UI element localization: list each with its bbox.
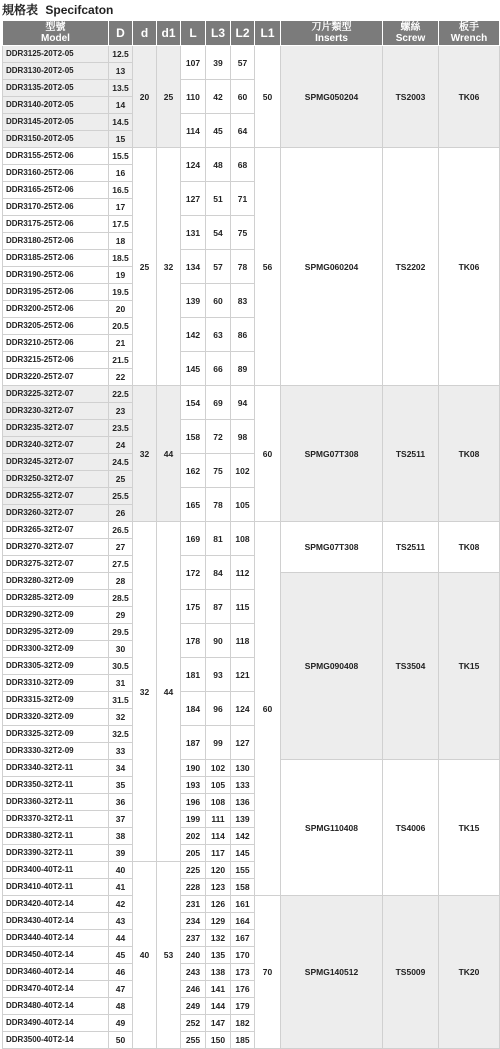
wrench-cell: TK15 xyxy=(439,573,500,760)
diameter-D-cell: 13 xyxy=(109,63,133,80)
length-L2-cell: 167 xyxy=(231,930,255,947)
wrench-cell: TK20 xyxy=(439,896,500,1049)
length-L3-cell: 87 xyxy=(206,590,231,624)
length-L-cell: 184 xyxy=(181,692,206,726)
length-L2-cell: 185 xyxy=(231,1032,255,1049)
model-cell: DDR3350-32T2-11 xyxy=(3,777,109,794)
length-L3-cell: 99 xyxy=(206,726,231,760)
length-L3-cell: 132 xyxy=(206,930,231,947)
model-cell: DDR3320-32T2-09 xyxy=(3,709,109,726)
diameter-D-cell: 15 xyxy=(109,131,133,148)
length-L2-cell: 136 xyxy=(231,794,255,811)
model-cell: DDR3140-20T2-05 xyxy=(3,97,109,114)
diameter-D-cell: 26.5 xyxy=(109,522,133,539)
table-row xyxy=(3,522,500,539)
length-L-cell: 246 xyxy=(181,981,206,998)
length-L-cell: 205 xyxy=(181,845,206,862)
shank-d-cell: 20 xyxy=(133,46,157,148)
length-L-cell: 199 xyxy=(181,811,206,828)
length-L-cell: 193 xyxy=(181,777,206,794)
length-L3-cell: 111 xyxy=(206,811,231,828)
model-cell: DDR3420-40T2-14 xyxy=(3,896,109,913)
length-L3-cell: 126 xyxy=(206,896,231,913)
model-cell: DDR3185-25T2-06 xyxy=(3,250,109,267)
length-L-cell: 255 xyxy=(181,1032,206,1049)
length-L3-cell: 129 xyxy=(206,913,231,930)
header-L: L xyxy=(181,21,206,46)
table-row xyxy=(3,46,500,63)
model-cell: DDR3305-32T2-09 xyxy=(3,658,109,675)
diameter-D-cell: 28.5 xyxy=(109,590,133,607)
diameter-D-cell: 14.5 xyxy=(109,114,133,131)
model-cell: DDR3315-32T2-09 xyxy=(3,692,109,709)
model-cell: DDR3135-20T2-05 xyxy=(3,80,109,97)
model-cell: DDR3460-40T2-14 xyxy=(3,964,109,981)
length-L3-cell: 75 xyxy=(206,454,231,488)
length-L3-cell: 117 xyxy=(206,845,231,862)
model-cell: DDR3330-32T2-09 xyxy=(3,743,109,760)
diameter-D-cell: 15.5 xyxy=(109,148,133,165)
length-L-cell: 165 xyxy=(181,488,206,522)
shank-d-cell: 25 xyxy=(133,148,157,386)
length-L2-cell: 98 xyxy=(231,420,255,454)
title-en: Specifcaton xyxy=(45,3,114,17)
length-L3-cell: 108 xyxy=(206,794,231,811)
length-L-cell: 252 xyxy=(181,1015,206,1032)
length-L2-cell: 83 xyxy=(231,284,255,318)
length-L-cell: 237 xyxy=(181,930,206,947)
length-L2-cell: 71 xyxy=(231,182,255,216)
screw-cell: TS5009 xyxy=(383,896,439,1049)
diameter-D-cell: 48 xyxy=(109,998,133,1015)
length-L-cell: 249 xyxy=(181,998,206,1015)
length-L3-cell: 123 xyxy=(206,879,231,896)
length-L-cell: 154 xyxy=(181,386,206,420)
screw-cell: TS4006 xyxy=(383,760,439,896)
length-L3-cell: 93 xyxy=(206,658,231,692)
length-L-cell: 107 xyxy=(181,46,206,80)
model-cell: DDR3200-25T2-06 xyxy=(3,301,109,318)
length-L-cell: 181 xyxy=(181,658,206,692)
length-L-cell: 243 xyxy=(181,964,206,981)
length-L-cell: 178 xyxy=(181,624,206,658)
length-L3-cell: 120 xyxy=(206,862,231,879)
model-cell: DDR3220-25T2-07 xyxy=(3,369,109,386)
table-row xyxy=(3,386,500,403)
model-cell: DDR3150-20T2-05 xyxy=(3,131,109,148)
length-L-cell: 190 xyxy=(181,760,206,777)
length-L2-cell: 139 xyxy=(231,811,255,828)
length-L-cell: 162 xyxy=(181,454,206,488)
model-cell: DDR3195-25T2-06 xyxy=(3,284,109,301)
length-L3-cell: 114 xyxy=(206,828,231,845)
header-model: 型號 Model xyxy=(3,21,109,46)
length-L3-cell: 51 xyxy=(206,182,231,216)
shank-d-cell: 32 xyxy=(133,386,157,522)
length-L-cell: 169 xyxy=(181,522,206,556)
diameter-D-cell: 39 xyxy=(109,845,133,862)
diameter-D-cell: 29 xyxy=(109,607,133,624)
length-L3-cell: 150 xyxy=(206,1032,231,1049)
length-L3-cell: 39 xyxy=(206,46,231,80)
length-L2-cell: 142 xyxy=(231,828,255,845)
model-cell: DDR3245-32T2-07 xyxy=(3,454,109,471)
model-cell: DDR3255-32T2-07 xyxy=(3,488,109,505)
diameter-D-cell: 30.5 xyxy=(109,658,133,675)
length-L2-cell: 133 xyxy=(231,777,255,794)
diameter-D-cell: 17.5 xyxy=(109,216,133,233)
length-L2-cell: 124 xyxy=(231,692,255,726)
model-cell: DDR3250-32T2-07 xyxy=(3,471,109,488)
length-L3-cell: 102 xyxy=(206,760,231,777)
table-row xyxy=(3,896,500,913)
length-L2-cell: 60 xyxy=(231,80,255,114)
length-L1-cell: 56 xyxy=(255,148,281,386)
model-cell: DDR3290-32T2-09 xyxy=(3,607,109,624)
wrench-cell: TK08 xyxy=(439,386,500,522)
length-L-cell: 124 xyxy=(181,148,206,182)
length-L-cell: 175 xyxy=(181,590,206,624)
length-L2-cell: 161 xyxy=(231,896,255,913)
header-row xyxy=(3,21,500,46)
header-inserts: 刀片類型 Inserts xyxy=(281,21,383,46)
diameter-D-cell: 23 xyxy=(109,403,133,420)
length-L3-cell: 45 xyxy=(206,114,231,148)
length-L2-cell: 118 xyxy=(231,624,255,658)
length-L3-cell: 72 xyxy=(206,420,231,454)
diameter-D-cell: 20 xyxy=(109,301,133,318)
diameter-D-cell: 22.5 xyxy=(109,386,133,403)
length-L3-cell: 42 xyxy=(206,80,231,114)
model-cell: DDR3490-40T2-14 xyxy=(3,1015,109,1032)
length-L2-cell: 89 xyxy=(231,352,255,386)
length-L1-cell: 70 xyxy=(255,896,281,1049)
model-cell: DDR3145-20T2-05 xyxy=(3,114,109,131)
wrench-cell: TK06 xyxy=(439,148,500,386)
diameter-D-cell: 31.5 xyxy=(109,692,133,709)
diameter-D-cell: 17 xyxy=(109,199,133,216)
model-cell: DDR3175-25T2-06 xyxy=(3,216,109,233)
length-L2-cell: 115 xyxy=(231,590,255,624)
model-cell: DDR3240-32T2-07 xyxy=(3,437,109,454)
diameter-D-cell: 16.5 xyxy=(109,182,133,199)
diameter-D-cell: 27.5 xyxy=(109,556,133,573)
diameter-D-cell: 32.5 xyxy=(109,726,133,743)
model-cell: DDR3165-25T2-06 xyxy=(3,182,109,199)
model-cell: DDR3310-32T2-09 xyxy=(3,675,109,692)
model-cell: DDR3275-32T2-07 xyxy=(3,556,109,573)
length-L2-cell: 182 xyxy=(231,1015,255,1032)
header-L1: L1 xyxy=(255,21,281,46)
diameter-D-cell: 23.5 xyxy=(109,420,133,437)
model-cell: DDR3360-32T2-11 xyxy=(3,794,109,811)
diameter-D-cell: 25 xyxy=(109,471,133,488)
diameter-D-cell: 46 xyxy=(109,964,133,981)
length-L3-cell: 141 xyxy=(206,981,231,998)
length-L3-cell: 105 xyxy=(206,777,231,794)
length-L1-cell: 60 xyxy=(255,522,281,896)
model-cell: DDR3155-25T2-06 xyxy=(3,148,109,165)
model-cell: DDR3215-25T2-06 xyxy=(3,352,109,369)
model-cell: DDR3190-25T2-06 xyxy=(3,267,109,284)
table-row xyxy=(3,148,500,165)
screw-cell: TS2511 xyxy=(383,522,439,573)
diameter-D-cell: 18 xyxy=(109,233,133,250)
model-cell: DDR3225-32T2-07 xyxy=(3,386,109,403)
length-L3-cell: 57 xyxy=(206,250,231,284)
diameter-D-cell: 47 xyxy=(109,981,133,998)
length-L2-cell: 145 xyxy=(231,845,255,862)
diameter-D-cell: 50 xyxy=(109,1032,133,1049)
length-L-cell: 134 xyxy=(181,250,206,284)
diameter-D-cell: 21.5 xyxy=(109,352,133,369)
model-cell: DDR3210-25T2-06 xyxy=(3,335,109,352)
wrench-cell: TK06 xyxy=(439,46,500,148)
model-cell: DDR3125-20T2-05 xyxy=(3,46,109,63)
length-L-cell: 139 xyxy=(181,284,206,318)
length-L-cell: 234 xyxy=(181,913,206,930)
header-L2: L2 xyxy=(231,21,255,46)
length-L3-cell: 60 xyxy=(206,284,231,318)
wrench-cell: TK15 xyxy=(439,760,500,896)
length-L3-cell: 78 xyxy=(206,488,231,522)
diameter-D-cell: 25.5 xyxy=(109,488,133,505)
diameter-D-cell: 24.5 xyxy=(109,454,133,471)
length-L-cell: 172 xyxy=(181,556,206,590)
length-L2-cell: 155 xyxy=(231,862,255,879)
model-cell: DDR3470-40T2-14 xyxy=(3,981,109,998)
header-d: d xyxy=(133,21,157,46)
diameter-D-cell: 31 xyxy=(109,675,133,692)
specification-table xyxy=(2,20,500,1049)
diameter-D-cell: 28 xyxy=(109,573,133,590)
insert-cell: SPMG07T308 xyxy=(281,522,383,573)
length-L-cell: 225 xyxy=(181,862,206,879)
length-L2-cell: 102 xyxy=(231,454,255,488)
diameter-D-cell: 14 xyxy=(109,97,133,114)
length-L2-cell: 112 xyxy=(231,556,255,590)
length-L2-cell: 164 xyxy=(231,913,255,930)
length-L2-cell: 57 xyxy=(231,46,255,80)
diameter-D-cell: 12.5 xyxy=(109,46,133,63)
d1-cell: 25 xyxy=(157,46,181,148)
length-L-cell: 231 xyxy=(181,896,206,913)
diameter-D-cell: 33 xyxy=(109,743,133,760)
length-L2-cell: 121 xyxy=(231,658,255,692)
length-L-cell: 187 xyxy=(181,726,206,760)
model-cell: DDR3260-32T2-07 xyxy=(3,505,109,522)
insert-cell: SPMG07T308 xyxy=(281,386,383,522)
model-cell: DDR3450-40T2-14 xyxy=(3,947,109,964)
diameter-D-cell: 16 xyxy=(109,165,133,182)
length-L2-cell: 158 xyxy=(231,879,255,896)
length-L-cell: 145 xyxy=(181,352,206,386)
table-row xyxy=(3,760,500,777)
model-cell: DDR3230-32T2-07 xyxy=(3,403,109,420)
diameter-D-cell: 30 xyxy=(109,641,133,658)
model-cell: DDR3205-25T2-06 xyxy=(3,318,109,335)
diameter-D-cell: 19.5 xyxy=(109,284,133,301)
length-L3-cell: 96 xyxy=(206,692,231,726)
length-L2-cell: 127 xyxy=(231,726,255,760)
model-cell: DDR3480-40T2-14 xyxy=(3,998,109,1015)
d1-cell: 53 xyxy=(157,862,181,1049)
diameter-D-cell: 41 xyxy=(109,879,133,896)
length-L3-cell: 144 xyxy=(206,998,231,1015)
length-L-cell: 158 xyxy=(181,420,206,454)
length-L3-cell: 69 xyxy=(206,386,231,420)
length-L2-cell: 86 xyxy=(231,318,255,352)
diameter-D-cell: 29.5 xyxy=(109,624,133,641)
diameter-D-cell: 13.5 xyxy=(109,80,133,97)
length-L-cell: 196 xyxy=(181,794,206,811)
d1-cell: 32 xyxy=(157,148,181,386)
insert-cell: SPMG060204 xyxy=(281,148,383,386)
model-cell: DDR3180-25T2-06 xyxy=(3,233,109,250)
diameter-D-cell: 32 xyxy=(109,709,133,726)
d1-cell: 44 xyxy=(157,522,181,862)
length-L3-cell: 63 xyxy=(206,318,231,352)
shank-d-cell: 32 xyxy=(133,522,157,862)
diameter-D-cell: 42 xyxy=(109,896,133,913)
model-cell: DDR3265-32T2-07 xyxy=(3,522,109,539)
diameter-D-cell: 21 xyxy=(109,335,133,352)
model-cell: DDR3160-25T2-06 xyxy=(3,165,109,182)
diameter-D-cell: 18.5 xyxy=(109,250,133,267)
model-cell: DDR3430-40T2-14 xyxy=(3,913,109,930)
length-L3-cell: 135 xyxy=(206,947,231,964)
length-L3-cell: 66 xyxy=(206,352,231,386)
length-L3-cell: 84 xyxy=(206,556,231,590)
diameter-D-cell: 49 xyxy=(109,1015,133,1032)
length-L3-cell: 54 xyxy=(206,216,231,250)
diameter-D-cell: 38 xyxy=(109,828,133,845)
length-L3-cell: 147 xyxy=(206,1015,231,1032)
model-cell: DDR3130-20T2-05 xyxy=(3,63,109,80)
length-L-cell: 131 xyxy=(181,216,206,250)
model-cell: DDR3235-32T2-07 xyxy=(3,420,109,437)
insert-cell: SPMG140512 xyxy=(281,896,383,1049)
specification-body xyxy=(3,46,500,1049)
diameter-D-cell: 24 xyxy=(109,437,133,454)
header-wrench: 板手 Wrench xyxy=(439,21,500,46)
length-L1-cell: 50 xyxy=(255,46,281,148)
diameter-D-cell: 22 xyxy=(109,369,133,386)
length-L1-cell: 60 xyxy=(255,386,281,522)
model-cell: DDR3295-32T2-09 xyxy=(3,624,109,641)
screw-cell: TS2511 xyxy=(383,386,439,522)
length-L3-cell: 138 xyxy=(206,964,231,981)
length-L2-cell: 105 xyxy=(231,488,255,522)
length-L-cell: 114 xyxy=(181,114,206,148)
d1-cell: 44 xyxy=(157,386,181,522)
screw-cell: TS2003 xyxy=(383,46,439,148)
model-cell: DDR3300-32T2-09 xyxy=(3,641,109,658)
length-L2-cell: 170 xyxy=(231,947,255,964)
length-L-cell: 240 xyxy=(181,947,206,964)
model-cell: DDR3280-32T2-09 xyxy=(3,573,109,590)
diameter-D-cell: 36 xyxy=(109,794,133,811)
screw-cell: TS3504 xyxy=(383,573,439,760)
length-L2-cell: 179 xyxy=(231,998,255,1015)
length-L-cell: 127 xyxy=(181,182,206,216)
shank-d-cell: 40 xyxy=(133,862,157,1049)
length-L3-cell: 48 xyxy=(206,148,231,182)
diameter-D-cell: 43 xyxy=(109,913,133,930)
page-title xyxy=(0,0,500,20)
length-L2-cell: 68 xyxy=(231,148,255,182)
header-L3: L3 xyxy=(206,21,231,46)
insert-cell: SPMG090408 xyxy=(281,573,383,760)
diameter-D-cell: 35 xyxy=(109,777,133,794)
model-cell: DDR3440-40T2-14 xyxy=(3,930,109,947)
header-d1: d1 xyxy=(157,21,181,46)
diameter-D-cell: 44 xyxy=(109,930,133,947)
length-L2-cell: 78 xyxy=(231,250,255,284)
model-cell: DDR3285-32T2-09 xyxy=(3,590,109,607)
diameter-D-cell: 37 xyxy=(109,811,133,828)
length-L-cell: 142 xyxy=(181,318,206,352)
screw-cell: TS2202 xyxy=(383,148,439,386)
diameter-D-cell: 27 xyxy=(109,539,133,556)
insert-cell: SPMG050204 xyxy=(281,46,383,148)
model-cell: DDR3410-40T2-11 xyxy=(3,879,109,896)
diameter-D-cell: 40 xyxy=(109,862,133,879)
insert-cell: SPMG110408 xyxy=(281,760,383,896)
diameter-D-cell: 34 xyxy=(109,760,133,777)
diameter-D-cell: 45 xyxy=(109,947,133,964)
header-screw: 螺絲 Screw xyxy=(383,21,439,46)
diameter-D-cell: 20.5 xyxy=(109,318,133,335)
length-L-cell: 202 xyxy=(181,828,206,845)
length-L2-cell: 75 xyxy=(231,216,255,250)
length-L2-cell: 173 xyxy=(231,964,255,981)
length-L-cell: 228 xyxy=(181,879,206,896)
model-cell: DDR3170-25T2-06 xyxy=(3,199,109,216)
length-L2-cell: 94 xyxy=(231,386,255,420)
diameter-D-cell: 19 xyxy=(109,267,133,284)
model-cell: DDR3390-32T2-11 xyxy=(3,845,109,862)
length-L2-cell: 176 xyxy=(231,981,255,998)
model-cell: DDR3500-40T2-14 xyxy=(3,1032,109,1049)
length-L3-cell: 90 xyxy=(206,624,231,658)
wrench-cell: TK08 xyxy=(439,522,500,573)
model-cell: DDR3340-32T2-11 xyxy=(3,760,109,777)
length-L2-cell: 108 xyxy=(231,522,255,556)
header-D: D xyxy=(109,21,133,46)
diameter-D-cell: 26 xyxy=(109,505,133,522)
length-L2-cell: 130 xyxy=(231,760,255,777)
length-L3-cell: 81 xyxy=(206,522,231,556)
model-cell: DDR3370-32T2-11 xyxy=(3,811,109,828)
model-cell: DDR3380-32T2-11 xyxy=(3,828,109,845)
model-cell: DDR3270-32T2-07 xyxy=(3,539,109,556)
model-cell: DDR3400-40T2-11 xyxy=(3,862,109,879)
title-zh: 規格表 xyxy=(2,3,39,17)
length-L2-cell: 64 xyxy=(231,114,255,148)
model-cell: DDR3325-32T2-09 xyxy=(3,726,109,743)
length-L-cell: 110 xyxy=(181,80,206,114)
